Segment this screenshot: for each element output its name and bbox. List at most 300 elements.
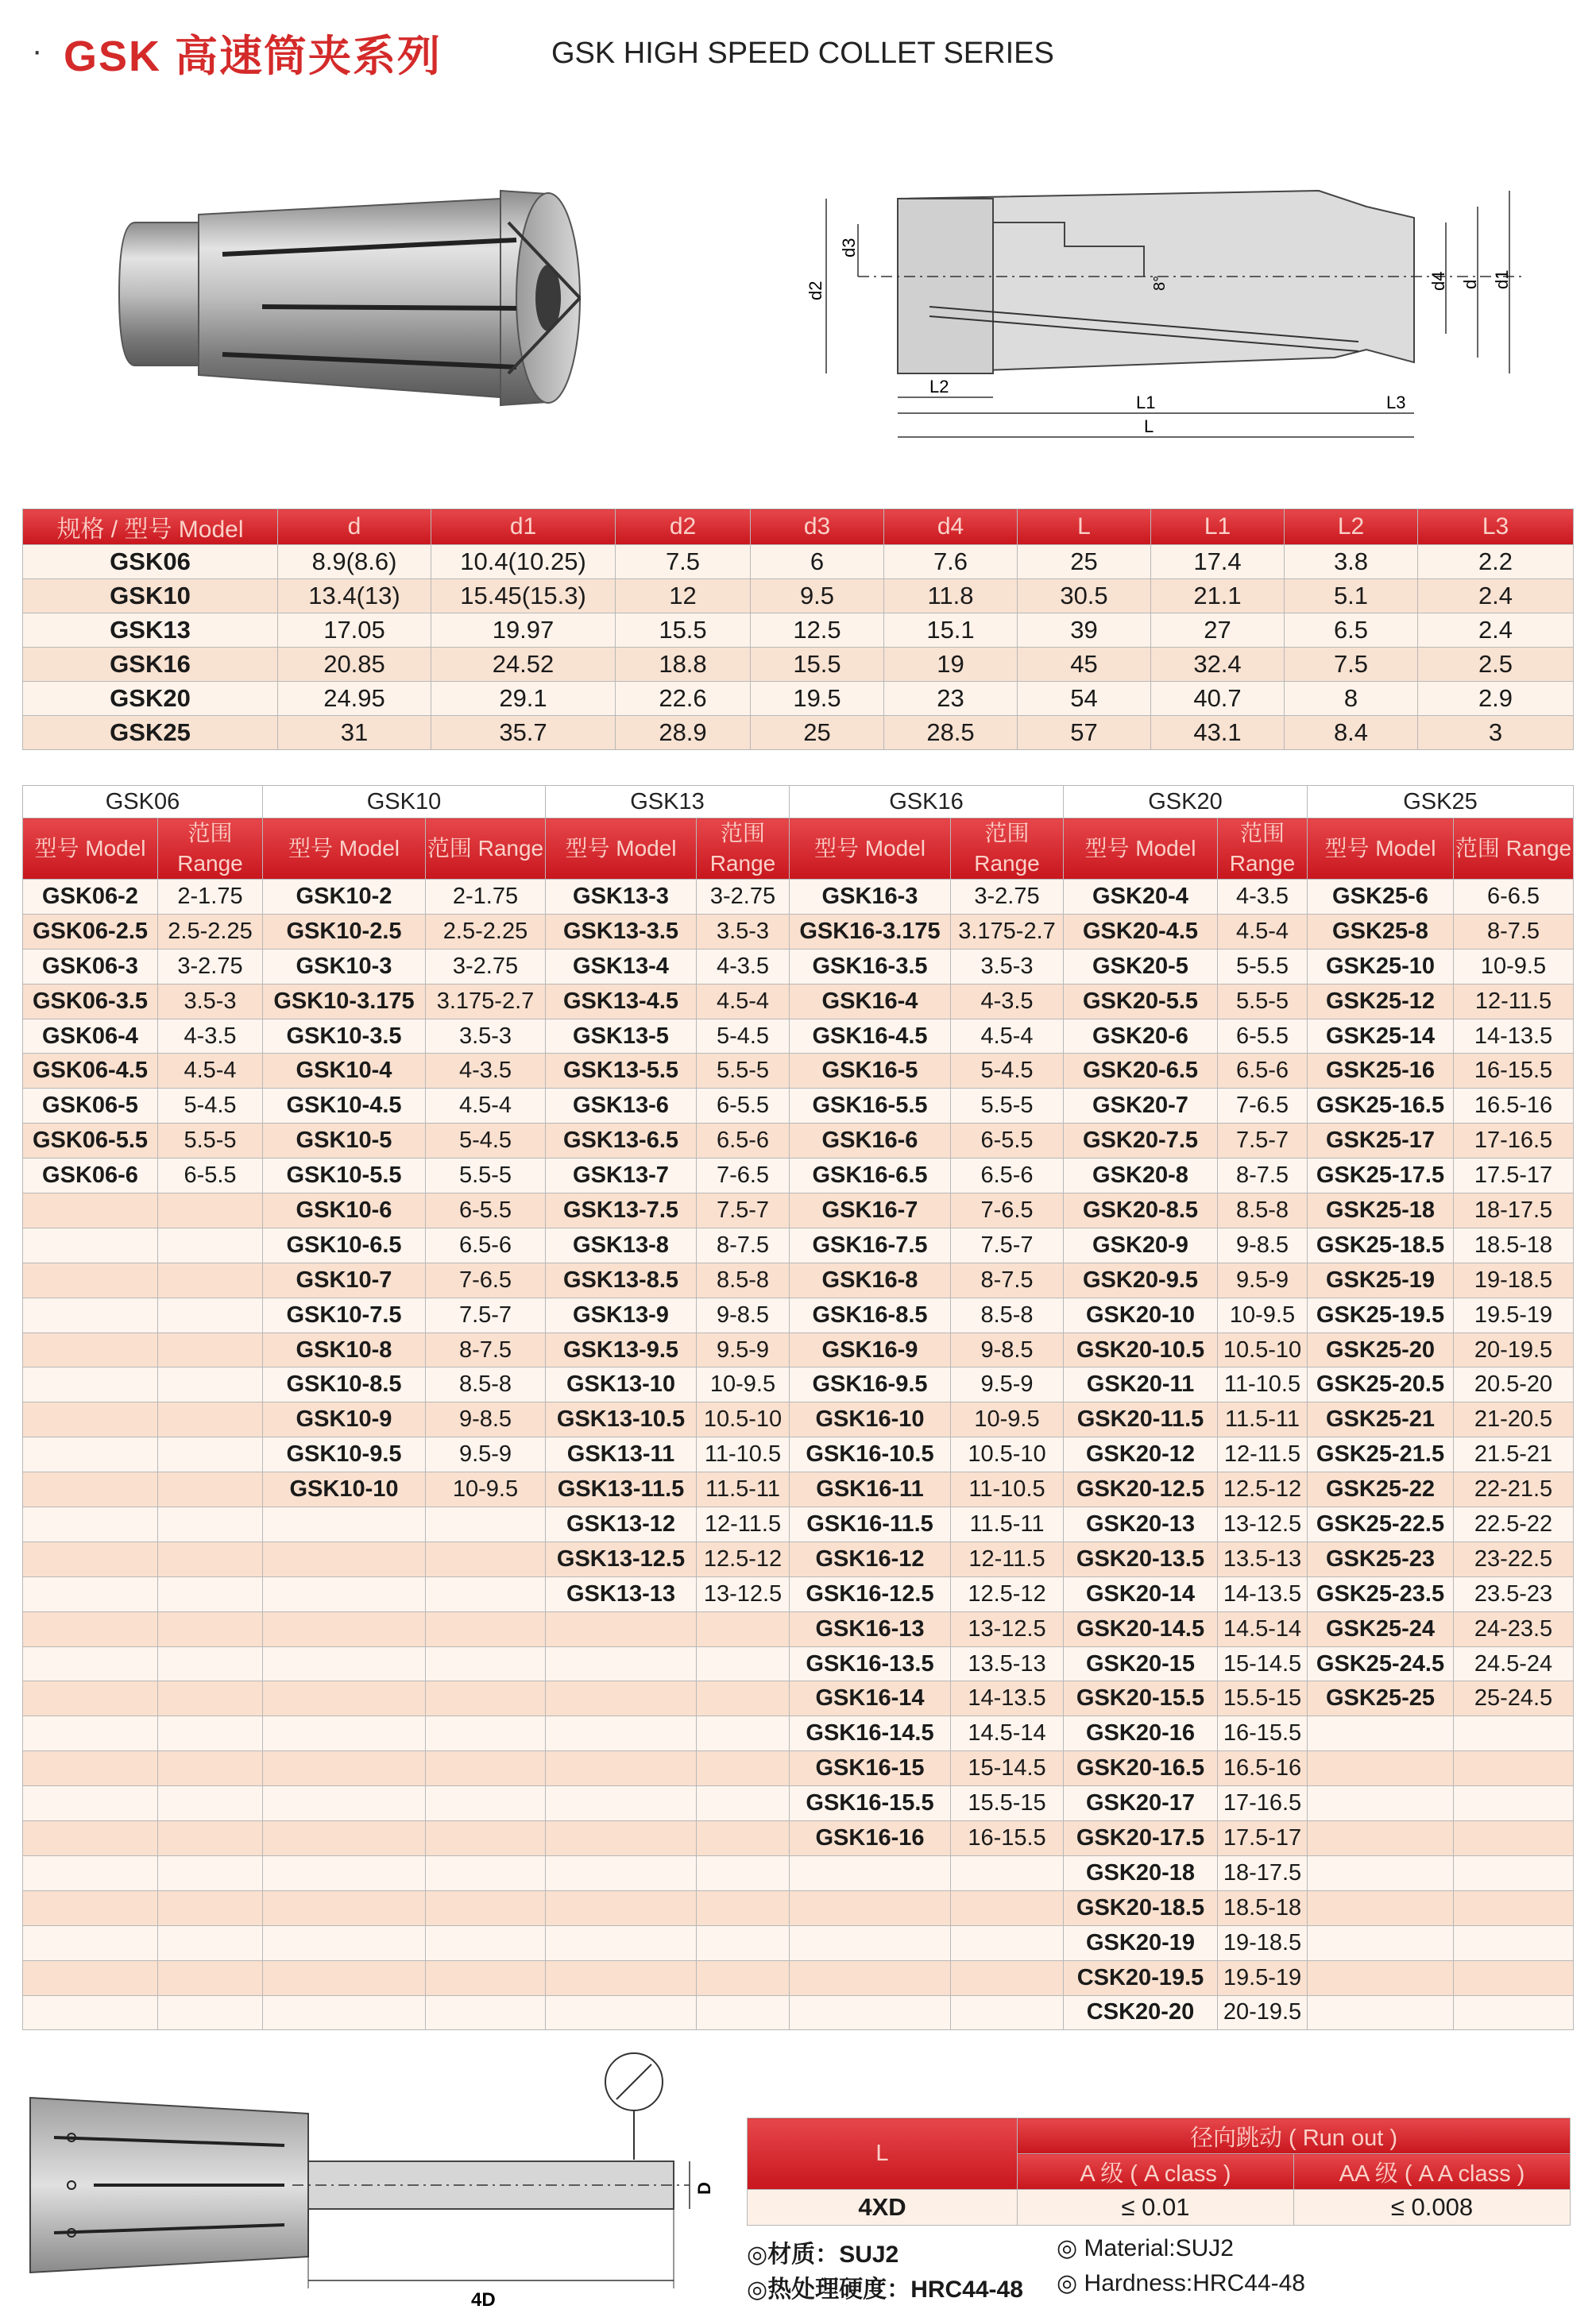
- range-model-cell: GSK16-12.5: [790, 1576, 951, 1611]
- range-value-cell: [697, 1646, 790, 1681]
- range-value-cell: 8-7.5: [951, 1263, 1064, 1298]
- range-value-cell: [158, 1716, 263, 1751]
- range-value-cell: 11.5-11: [1218, 1402, 1308, 1437]
- range-value-cell: 15.5-15: [1218, 1681, 1308, 1716]
- range-model-cell: GSK25-23.5: [1308, 1576, 1454, 1611]
- spec-value-cell: 17.4: [1151, 545, 1285, 579]
- range-subheader-range: 范围 Range: [158, 818, 263, 880]
- range-value-cell: 14-13.5: [951, 1681, 1064, 1716]
- range-value-cell: 16.5-16: [1454, 1089, 1574, 1124]
- runout-header-l: L: [748, 2118, 1018, 2190]
- range-value-cell: 13-12.5: [951, 1611, 1064, 1646]
- range-value-cell: 2-1.75: [158, 880, 263, 915]
- range-value-cell: 6-5.5: [158, 1159, 263, 1193]
- range-row: [23, 1925, 1574, 1960]
- range-value-cell: 5-4.5: [426, 1124, 546, 1159]
- spec-value-cell: 2.9: [1418, 682, 1574, 716]
- range-value-cell: 10.5-10: [951, 1437, 1064, 1472]
- range-value-cell: 8-7.5: [697, 1228, 790, 1263]
- range-model-cell: [263, 1890, 426, 1925]
- range-model-cell: GSK25-20.5: [1308, 1367, 1454, 1402]
- range-value-cell: 23-22.5: [1454, 1542, 1574, 1576]
- range-model-cell: GSK13-7: [546, 1159, 697, 1193]
- range-model-cell: [23, 1542, 158, 1576]
- page-header: [32, 22, 1589, 86]
- spec-value-cell: 45: [1018, 648, 1151, 682]
- range-subheader-model: 型号 Model: [1064, 818, 1218, 880]
- range-model-cell: [546, 1611, 697, 1646]
- spec-value-cell: 43.1: [1151, 716, 1285, 750]
- range-model-cell: [546, 1751, 697, 1786]
- range-value-cell: [426, 1995, 546, 2030]
- range-value-cell: 14-13.5: [1454, 1019, 1574, 1054]
- range-model-cell: [1308, 1821, 1454, 1856]
- range-value-cell: 3-2.75: [426, 949, 546, 984]
- material-cn: [747, 2234, 898, 2266]
- range-subheader-model: 型号 Model: [790, 818, 951, 880]
- range-value-cell: 19-18.5: [1454, 1263, 1574, 1298]
- note-bullet: ◎: [747, 2277, 768, 2303]
- range-model-cell: GSK20-13.5: [1064, 1542, 1218, 1576]
- spec-value-cell: 7.6: [884, 545, 1018, 579]
- range-model-cell: GSK25-6: [1308, 880, 1454, 915]
- range-value-cell: 6-5.5: [426, 1193, 546, 1228]
- range-model-cell: [546, 1646, 697, 1681]
- range-value-cell: 17-16.5: [1454, 1124, 1574, 1159]
- range-value-cell: 2.5-2.25: [158, 914, 263, 949]
- range-value-cell: 6-6.5: [1454, 880, 1574, 915]
- range-value-cell: 11.5-11: [951, 1507, 1064, 1542]
- range-value-cell: 9-8.5: [697, 1298, 790, 1333]
- range-value-cell: [158, 1960, 263, 1995]
- spec-value-cell: 28.9: [616, 716, 751, 750]
- spec-value-cell: 24.52: [431, 648, 616, 682]
- range-model-cell: GSK13-3.5: [546, 914, 697, 949]
- range-row: [23, 914, 1574, 949]
- range-model-cell: [23, 1786, 158, 1821]
- range-model-cell: GSK20-9: [1064, 1228, 1218, 1263]
- range-subheader-model: 型号 Model: [1308, 818, 1454, 880]
- range-row: [23, 949, 1574, 984]
- range-model-cell: GSK25-17.5: [1308, 1159, 1454, 1193]
- range-model-cell: CSK20-19.5: [1064, 1960, 1218, 1995]
- range-subheader-model: 型号 Model: [546, 818, 697, 880]
- range-value-cell: 3.5-3: [697, 914, 790, 949]
- range-model-cell: GSK13-10.5: [546, 1402, 697, 1437]
- range-model-cell: GSK16-4.5: [790, 1019, 951, 1054]
- spec-value-cell: 3: [1418, 716, 1574, 750]
- range-model-cell: [23, 1681, 158, 1716]
- range-row: [23, 1995, 1574, 2030]
- range-value-cell: 19.5-19: [1454, 1298, 1574, 1333]
- range-value-cell: 11.5-11: [697, 1472, 790, 1507]
- range-model-cell: [1308, 1890, 1454, 1925]
- range-model-cell: GSK10-6.5: [263, 1228, 426, 1263]
- dim-label-l3: L3: [1386, 393, 1406, 412]
- range-value-cell: 3.5-3: [426, 1019, 546, 1054]
- range-row: [23, 1228, 1574, 1263]
- range-value-cell: 10-9.5: [951, 1402, 1064, 1437]
- range-value-cell: 7-6.5: [697, 1159, 790, 1193]
- range-value-cell: 24.5-24: [1454, 1646, 1574, 1681]
- range-model-cell: GSK25-10: [1308, 949, 1454, 984]
- collet-range-table: [22, 785, 1574, 2030]
- range-model-cell: [263, 1611, 426, 1646]
- spec-value-cell: 54: [1018, 682, 1151, 716]
- runout-label-d: D: [694, 2182, 714, 2195]
- range-value-cell: 9-8.5: [951, 1333, 1064, 1367]
- range-value-cell: 2.5-2.25: [426, 914, 546, 949]
- range-model-cell: [1308, 1960, 1454, 1995]
- dim-label-d2: d2: [806, 280, 825, 300]
- range-value-cell: [158, 1542, 263, 1576]
- spec-value-cell: 39: [1018, 613, 1151, 648]
- spec-model-cell: GSK10: [23, 579, 278, 613]
- range-value-cell: [158, 1890, 263, 1925]
- material-notes: [747, 2234, 1573, 2314]
- dim-label-angle: 8°: [1151, 275, 1169, 291]
- range-row: [23, 1576, 1574, 1611]
- spec-header-cell: L1: [1151, 509, 1285, 545]
- range-model-cell: GSK20-8: [1064, 1159, 1218, 1193]
- range-value-cell: 12-11.5: [697, 1507, 790, 1542]
- range-row: [23, 1890, 1574, 1925]
- range-value-cell: 10-9.5: [1454, 949, 1574, 984]
- range-value-cell: [158, 1228, 263, 1263]
- spec-value-cell: 29.1: [431, 682, 616, 716]
- range-model-cell: GSK16-11: [790, 1472, 951, 1507]
- range-value-cell: [697, 1925, 790, 1960]
- range-model-cell: GSK25-16.5: [1308, 1089, 1454, 1124]
- range-model-cell: GSK16-3.175: [790, 914, 951, 949]
- range-model-cell: GSK13-11.5: [546, 1472, 697, 1507]
- range-model-cell: GSK10-8: [263, 1333, 426, 1367]
- range-value-cell: 9-8.5: [1218, 1228, 1308, 1263]
- range-value-cell: 13-12.5: [697, 1576, 790, 1611]
- spec-value-cell: 22.6: [616, 682, 751, 716]
- range-value-cell: 8.5-8: [1218, 1193, 1308, 1228]
- spec-header-cell: d: [278, 509, 431, 545]
- range-value-cell: [158, 1611, 263, 1646]
- spec-value-cell: 8.4: [1285, 716, 1418, 750]
- range-row: [23, 1507, 1574, 1542]
- range-model-cell: [23, 1367, 158, 1402]
- range-value-cell: [158, 1681, 263, 1716]
- range-model-cell: [23, 1402, 158, 1437]
- range-model-cell: [23, 1472, 158, 1507]
- runout-label-4d: 4D: [471, 2289, 496, 2311]
- range-model-cell: GSK10-9: [263, 1402, 426, 1437]
- range-model-cell: [23, 1995, 158, 2030]
- range-model-cell: [263, 1646, 426, 1681]
- spec-value-cell: 15.5: [616, 613, 751, 648]
- range-model-cell: GSK20-17: [1064, 1786, 1218, 1821]
- range-value-cell: 8-7.5: [1454, 914, 1574, 949]
- spec-model-cell: GSK06: [23, 545, 278, 579]
- range-subheader-model: 型号 Model: [23, 818, 158, 880]
- range-model-cell: GSK16-15.5: [790, 1786, 951, 1821]
- range-value-cell: [1454, 1751, 1574, 1786]
- range-value-cell: [426, 1855, 546, 1890]
- range-value-cell: [426, 1576, 546, 1611]
- title-english: GSK HIGH SPEED COLLET SERIES: [551, 37, 1054, 70]
- range-model-cell: GSK13-4: [546, 949, 697, 984]
- range-value-cell: 18.5-18: [1454, 1228, 1574, 1263]
- range-model-cell: [23, 1228, 158, 1263]
- range-value-cell: [426, 1507, 546, 1542]
- range-value-cell: 8.5-8: [426, 1367, 546, 1402]
- range-value-cell: 8.5-8: [951, 1298, 1064, 1333]
- range-model-cell: GSK13-7.5: [546, 1193, 697, 1228]
- range-value-cell: 8.5-8: [697, 1263, 790, 1298]
- range-model-cell: GSK20-12: [1064, 1437, 1218, 1472]
- range-model-cell: GSK13-6.5: [546, 1124, 697, 1159]
- range-row: [23, 1159, 1574, 1193]
- range-subheader-range: 范围 Range: [1218, 818, 1308, 880]
- spec-value-cell: 20.85: [278, 648, 431, 682]
- range-row: [23, 1821, 1574, 1856]
- range-value-cell: [158, 1263, 263, 1298]
- runout-table: [747, 2118, 1571, 2226]
- range-group-header: GSK20: [1064, 786, 1308, 818]
- range-model-cell: [23, 1821, 158, 1856]
- range-value-cell: [158, 1821, 263, 1856]
- range-model-cell: [1308, 1751, 1454, 1786]
- range-row: [23, 880, 1574, 915]
- spec-value-cell: 2.2: [1418, 545, 1574, 579]
- spec-model-cell: GSK16: [23, 648, 278, 682]
- range-model-cell: GSK16-6.5: [790, 1159, 951, 1193]
- runout-header-aa-class: AA 级 ( A A class ): [1294, 2154, 1571, 2190]
- range-model-cell: [23, 1611, 158, 1646]
- range-model-cell: [1308, 1925, 1454, 1960]
- range-model-cell: GSK13-11: [546, 1437, 697, 1472]
- range-value-cell: 5.5-5: [1218, 984, 1308, 1019]
- range-value-cell: [697, 1960, 790, 1995]
- range-value-cell: 12.5-12: [951, 1576, 1064, 1611]
- range-value-cell: 6.5-6: [951, 1159, 1064, 1193]
- range-model-cell: GSK25-21: [1308, 1402, 1454, 1437]
- range-model-cell: GSK16-9: [790, 1333, 951, 1367]
- range-model-cell: [23, 1437, 158, 1472]
- range-value-cell: [158, 1786, 263, 1821]
- range-value-cell: 22-21.5: [1454, 1472, 1574, 1507]
- range-row: [23, 1472, 1574, 1507]
- range-model-cell: GSK16-15: [790, 1751, 951, 1786]
- range-model-cell: [23, 1890, 158, 1925]
- dim-label-d3: d3: [839, 238, 859, 257]
- range-row: [23, 1263, 1574, 1298]
- range-model-cell: GSK06-4: [23, 1019, 158, 1054]
- range-value-cell: [1454, 1960, 1574, 1995]
- range-value-cell: [426, 1542, 546, 1576]
- range-model-cell: GSK16-13.5: [790, 1646, 951, 1681]
- range-value-cell: 9.5-9: [426, 1437, 546, 1472]
- spec-value-cell: 12: [616, 579, 751, 613]
- range-model-cell: GSK13-9.5: [546, 1333, 697, 1367]
- material-cn-value: SUJ2: [839, 2242, 899, 2268]
- range-model-cell: GSK20-11: [1064, 1367, 1218, 1402]
- range-model-cell: GSK10-3: [263, 949, 426, 984]
- range-model-cell: GSK16-5: [790, 1054, 951, 1089]
- dim-label-l2: L2: [929, 377, 949, 397]
- spec-row: [23, 613, 1574, 648]
- range-value-cell: 16-15.5: [951, 1821, 1064, 1856]
- range-row: [23, 1646, 1574, 1681]
- range-model-cell: GSK13-10: [546, 1367, 697, 1402]
- spec-value-cell: 19: [884, 648, 1018, 682]
- range-row: [23, 1751, 1574, 1786]
- range-value-cell: 10-9.5: [426, 1472, 546, 1507]
- range-subheader-range: 范围 Range: [1454, 818, 1574, 880]
- spec-value-cell: 13.4(13): [278, 579, 431, 613]
- dim-label-l: L: [1144, 416, 1154, 436]
- range-model-cell: [263, 1821, 426, 1856]
- range-model-cell: GSK20-16.5: [1064, 1751, 1218, 1786]
- spec-value-cell: 27: [1151, 613, 1285, 648]
- range-value-cell: 4.5-4: [697, 984, 790, 1019]
- range-model-cell: [263, 1507, 426, 1542]
- material-en: [1057, 2234, 1234, 2266]
- range-value-cell: [697, 1995, 790, 2030]
- range-model-cell: GSK20-11.5: [1064, 1402, 1218, 1437]
- spec-header-cell: L3: [1418, 509, 1574, 545]
- range-value-cell: 16.5-16: [1218, 1751, 1308, 1786]
- range-model-cell: GSK25-12: [1308, 984, 1454, 1019]
- range-model-cell: [790, 1925, 951, 1960]
- range-model-cell: GSK06-5: [23, 1089, 158, 1124]
- range-value-cell: 20-19.5: [1218, 1995, 1308, 2030]
- range-value-cell: [158, 1333, 263, 1367]
- range-value-cell: 15-14.5: [1218, 1646, 1308, 1681]
- spec-row: [23, 579, 1574, 613]
- range-value-cell: [951, 1995, 1064, 2030]
- range-model-cell: GSK10-3.175: [263, 984, 426, 1019]
- range-model-cell: [546, 1960, 697, 1995]
- range-model-cell: GSK20-5: [1064, 949, 1218, 984]
- spec-value-cell: 25: [751, 716, 884, 750]
- range-value-cell: [426, 1646, 546, 1681]
- range-model-cell: GSK16-14: [790, 1681, 951, 1716]
- range-value-cell: [426, 1821, 546, 1856]
- spec-value-cell: 31: [278, 716, 431, 750]
- range-value-cell: 5-5.5: [1218, 949, 1308, 984]
- range-value-cell: [697, 1786, 790, 1821]
- range-model-cell: [263, 1786, 426, 1821]
- range-model-cell: GSK13-8.5: [546, 1263, 697, 1298]
- range-value-cell: 7.5-7: [1218, 1124, 1308, 1159]
- spec-header-cell: L2: [1285, 509, 1418, 545]
- range-model-cell: [546, 1821, 697, 1856]
- range-model-cell: [23, 1576, 158, 1611]
- range-model-cell: GSK16-3.5: [790, 949, 951, 984]
- range-model-cell: GSK20-19: [1064, 1925, 1218, 1960]
- spec-value-cell: 32.4: [1151, 648, 1285, 682]
- range-value-cell: 4-3.5: [426, 1054, 546, 1089]
- range-value-cell: 21.5-21: [1454, 1437, 1574, 1472]
- range-model-cell: GSK10-8.5: [263, 1367, 426, 1402]
- range-model-cell: GSK25-18: [1308, 1193, 1454, 1228]
- range-value-cell: 12-11.5: [1218, 1437, 1308, 1472]
- range-model-cell: GSK20-7.5: [1064, 1124, 1218, 1159]
- range-value-cell: 5.5-5: [426, 1159, 546, 1193]
- range-value-cell: [1454, 1925, 1574, 1960]
- range-model-cell: [1308, 1995, 1454, 2030]
- range-value-cell: [697, 1611, 790, 1646]
- range-row: [23, 1437, 1574, 1472]
- range-model-cell: GSK16-5.5: [790, 1089, 951, 1124]
- range-value-cell: 5-4.5: [951, 1054, 1064, 1089]
- range-model-cell: GSK25-23: [1308, 1542, 1454, 1576]
- range-value-cell: 12-11.5: [951, 1542, 1064, 1576]
- range-subheader-range: 范围 Range: [426, 818, 546, 880]
- spec-value-cell: 6: [751, 545, 884, 579]
- spec-value-cell: 19.5: [751, 682, 884, 716]
- note-bullet: ◎: [1057, 2270, 1078, 2296]
- range-value-cell: 18.5-18: [1218, 1890, 1308, 1925]
- range-model-cell: [23, 1507, 158, 1542]
- spec-value-cell: 57: [1018, 716, 1151, 750]
- spec-value-cell: 15.5: [751, 648, 884, 682]
- range-model-cell: GSK25-8: [1308, 914, 1454, 949]
- range-model-cell: GSK13-13: [546, 1576, 697, 1611]
- range-value-cell: 3.175-2.7: [426, 984, 546, 1019]
- spec-header-cell: d2: [616, 509, 751, 545]
- range-model-cell: GSK20-12.5: [1064, 1472, 1218, 1507]
- range-model-cell: GSK20-16: [1064, 1716, 1218, 1751]
- range-model-cell: [1308, 1855, 1454, 1890]
- spec-value-cell: 2.5: [1418, 648, 1574, 682]
- range-model-cell: GSK25-22: [1308, 1472, 1454, 1507]
- range-model-cell: GSK25-24.5: [1308, 1646, 1454, 1681]
- range-model-cell: GSK20-6: [1064, 1019, 1218, 1054]
- range-value-cell: 7.5-7: [426, 1298, 546, 1333]
- range-value-cell: 14-13.5: [1218, 1576, 1308, 1611]
- range-value-cell: [158, 1576, 263, 1611]
- range-value-cell: [1454, 1716, 1574, 1751]
- range-model-cell: GSK16-10: [790, 1402, 951, 1437]
- spec-value-cell: 17.05: [278, 613, 431, 648]
- range-value-cell: [426, 1716, 546, 1751]
- range-value-cell: [426, 1751, 546, 1786]
- range-model-cell: [790, 1960, 951, 1995]
- range-value-cell: [951, 1960, 1064, 1995]
- range-value-cell: 5.5-5: [158, 1124, 263, 1159]
- range-group-header: GSK06: [23, 786, 263, 818]
- spec-header-cell: d3: [751, 509, 884, 545]
- range-model-cell: [546, 1855, 697, 1890]
- range-model-cell: GSK10-3.5: [263, 1019, 426, 1054]
- range-model-cell: GSK16-16: [790, 1821, 951, 1856]
- range-value-cell: 7-6.5: [1218, 1089, 1308, 1124]
- range-model-cell: GSK06-6: [23, 1159, 158, 1193]
- hardness-en: [1057, 2269, 1305, 2301]
- spec-value-cell: 19.97: [431, 613, 616, 648]
- range-group-header: GSK13: [546, 786, 790, 818]
- range-value-cell: 18-17.5: [1454, 1193, 1574, 1228]
- range-model-cell: [546, 1925, 697, 1960]
- range-value-cell: [951, 1925, 1064, 1960]
- range-model-cell: [546, 1786, 697, 1821]
- range-model-cell: GSK20-4.5: [1064, 914, 1218, 949]
- range-value-cell: 4-3.5: [1218, 880, 1308, 915]
- range-model-cell: [263, 1576, 426, 1611]
- hardness-cn-key: 热处理硬度：: [767, 2277, 911, 2303]
- range-value-cell: 20.5-20: [1454, 1367, 1574, 1402]
- range-model-cell: GSK25-16: [1308, 1054, 1454, 1089]
- range-row: [23, 984, 1574, 1019]
- range-value-cell: [158, 1437, 263, 1472]
